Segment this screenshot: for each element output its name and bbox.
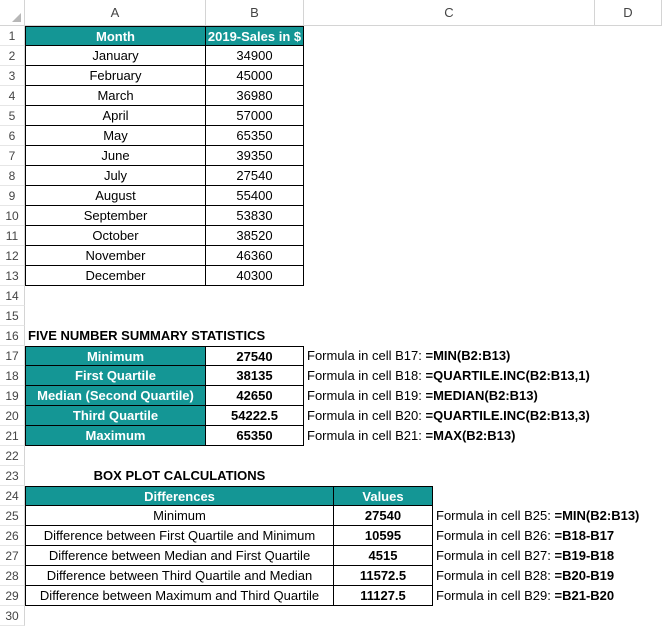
select-all-corner[interactable] <box>0 0 25 26</box>
row-header-20[interactable]: 20 <box>0 406 25 426</box>
boxplot-title[interactable]: BOX PLOT CALCULATIONS <box>93 468 266 483</box>
summary-value-cell[interactable]: 38135 <box>206 366 304 386</box>
formula-prefix: Formula in cell B25: <box>436 508 555 523</box>
month-cell[interactable]: November <box>25 246 206 266</box>
row-header-8[interactable]: 8 <box>0 166 25 186</box>
month-cell[interactable]: January <box>25 46 206 66</box>
row-header-16[interactable]: 16 <box>0 326 25 346</box>
column-header-b[interactable]: B <box>206 0 304 26</box>
formula-text: =MIN(B2:B13) <box>425 348 511 363</box>
summary-formula-note[interactable] <box>304 426 515 446</box>
month-cell[interactable]: October <box>25 226 206 246</box>
row-header-13[interactable]: 13 <box>0 266 25 286</box>
formula-prefix: Formula in cell B29: <box>436 588 555 603</box>
month-cell[interactable]: September <box>25 206 206 226</box>
formula-text: =QUARTILE.INC(B2:B13,3) <box>425 408 590 423</box>
values-header[interactable]: Values <box>334 486 433 506</box>
row-header-22[interactable]: 22 <box>0 446 25 466</box>
sales-value-cell[interactable]: 34900 <box>206 46 304 66</box>
formula-text: =B21-B20 <box>554 588 615 603</box>
row-header-15[interactable]: 15 <box>0 306 25 326</box>
month-cell[interactable]: August <box>25 186 206 206</box>
month-cell[interactable]: July <box>25 166 206 186</box>
row-header-1[interactable]: 1 <box>0 26 25 46</box>
sales-value-cell[interactable]: 55400 <box>206 186 304 206</box>
boxplot-value-cell[interactable]: 11127.5 <box>334 586 433 606</box>
row-header-29[interactable]: 29 <box>0 586 25 606</box>
boxplot-label-cell[interactable]: Difference between First Quartile and Minimum <box>25 526 334 546</box>
sales-value-cell[interactable]: 36980 <box>206 86 304 106</box>
formula-prefix: Formula in cell B27: <box>436 548 555 563</box>
formula-prefix: Formula in cell B26: <box>436 528 555 543</box>
formula-text: =MEDIAN(B2:B13) <box>425 388 538 403</box>
month-cell[interactable]: June <box>25 146 206 166</box>
row-header-27[interactable]: 27 <box>0 546 25 566</box>
row-header-4[interactable]: 4 <box>0 86 25 106</box>
formula-text: =MIN(B2:B13) <box>554 508 640 523</box>
boxplot-label-cell[interactable]: Difference between Maximum and Third Quartile <box>25 586 334 606</box>
sales-value-cell[interactable]: 53830 <box>206 206 304 226</box>
summary-value-cell[interactable]: 54222.5 <box>206 406 304 426</box>
column-header-c[interactable]: C <box>304 0 595 26</box>
formula-text: =MAX(B2:B13) <box>425 428 516 443</box>
sales-value-cell[interactable]: 45000 <box>206 66 304 86</box>
row-header-26[interactable]: 26 <box>0 526 25 546</box>
boxplot-formula-note[interactable] <box>433 566 614 586</box>
boxplot-label-cell[interactable]: Difference between Third Quartile and Median <box>25 566 334 586</box>
sales-header[interactable]: 2019-Sales in $ <box>206 26 304 46</box>
summary-label-cell[interactable]: Minimum <box>25 346 206 366</box>
formula-text: =QUARTILE.INC(B2:B13,1) <box>425 368 590 383</box>
row-header-28[interactable]: 28 <box>0 566 25 586</box>
sales-value-cell[interactable]: 57000 <box>206 106 304 126</box>
summary-formula-note[interactable] <box>304 366 590 386</box>
summary-value-cell[interactable]: 27540 <box>206 346 304 366</box>
row-header-11[interactable]: 11 <box>0 226 25 246</box>
summary-label-cell[interactable]: Median (Second Quartile) <box>25 386 206 406</box>
formula-prefix: Formula in cell B17: <box>307 348 426 363</box>
formula-text: =B18-B17 <box>554 528 615 543</box>
row-header-23[interactable]: 23 <box>0 466 25 486</box>
summary-label-cell[interactable]: Third Quartile <box>25 406 206 426</box>
row-header-30[interactable]: 30 <box>0 606 25 626</box>
summary-label-cell[interactable]: First Quartile <box>25 366 206 386</box>
boxplot-value-cell[interactable]: 11572.5 <box>334 566 433 586</box>
formula-prefix: Formula in cell B28: <box>436 568 555 583</box>
row-header-24[interactable]: 24 <box>0 486 25 506</box>
row-header-12[interactable]: 12 <box>0 246 25 266</box>
formula-prefix: Formula in cell B21: <box>307 428 426 443</box>
row-header-10[interactable]: 10 <box>0 206 25 226</box>
boxplot-label-cell[interactable]: Minimum <box>25 506 334 526</box>
summary-formula-note[interactable] <box>304 386 538 406</box>
month-header[interactable]: Month <box>25 26 206 46</box>
formula-prefix: Formula in cell B20: <box>307 408 426 423</box>
boxplot-label-cell[interactable]: Difference between Median and First Quartile <box>25 546 334 566</box>
column-header-a[interactable]: A <box>25 0 206 26</box>
month-cell[interactable]: May <box>25 126 206 146</box>
row-header-14[interactable]: 14 <box>0 286 25 306</box>
formula-prefix: Formula in cell B18: <box>307 368 426 383</box>
sales-value-cell[interactable]: 65350 <box>206 126 304 146</box>
summary-title[interactable]: FIVE NUMBER SUMMARY STATISTICS <box>28 328 266 343</box>
row-header-19[interactable]: 19 <box>0 386 25 406</box>
sales-value-cell[interactable]: 27540 <box>206 166 304 186</box>
summary-formula-note[interactable] <box>304 406 590 426</box>
boxplot-formula-note[interactable] <box>433 526 614 546</box>
select-all-icon <box>12 13 21 22</box>
boxplot-formula-note[interactable] <box>433 586 614 606</box>
boxplot-value-cell[interactable]: 10595 <box>334 526 433 546</box>
sales-value-cell[interactable]: 39350 <box>206 146 304 166</box>
boxplot-formula-note[interactable] <box>433 546 614 566</box>
summary-formula-note[interactable] <box>304 346 510 366</box>
row-header-18[interactable]: 18 <box>0 366 25 386</box>
row-header-3[interactable]: 3 <box>0 66 25 86</box>
row-header-7[interactable]: 7 <box>0 146 25 166</box>
row-header-25[interactable]: 25 <box>0 506 25 526</box>
row-header-2[interactable]: 2 <box>0 46 25 66</box>
month-cell[interactable]: April <box>25 106 206 126</box>
month-cell[interactable]: March <box>25 86 206 106</box>
differences-header[interactable]: Differences <box>25 486 334 506</box>
summary-label-cell[interactable]: Maximum <box>25 426 206 446</box>
row-header-17[interactable]: 17 <box>0 346 25 366</box>
row-header-6[interactable]: 6 <box>0 126 25 146</box>
boxplot-value-cell[interactable]: 27540 <box>334 506 433 526</box>
formula-prefix: Formula in cell B19: <box>307 388 426 403</box>
month-cell[interactable]: December <box>25 266 206 286</box>
row-header-21[interactable]: 21 <box>0 426 25 446</box>
boxplot-value-cell[interactable]: 4515 <box>334 546 433 566</box>
sales-value-cell[interactable]: 38520 <box>206 226 304 246</box>
summary-value-cell[interactable]: 42650 <box>206 386 304 406</box>
boxplot-formula-note[interactable] <box>433 506 639 526</box>
sales-value-cell[interactable]: 40300 <box>206 266 304 286</box>
formula-text: =B20-B19 <box>554 568 615 583</box>
month-cell[interactable]: February <box>25 66 206 86</box>
sales-value-cell[interactable]: 46360 <box>206 246 304 266</box>
formula-text: =B19-B18 <box>554 548 615 563</box>
row-header-5[interactable]: 5 <box>0 106 25 126</box>
row-header-9[interactable]: 9 <box>0 186 25 206</box>
summary-value-cell[interactable]: 65350 <box>206 426 304 446</box>
column-header-d[interactable]: D <box>595 0 662 26</box>
